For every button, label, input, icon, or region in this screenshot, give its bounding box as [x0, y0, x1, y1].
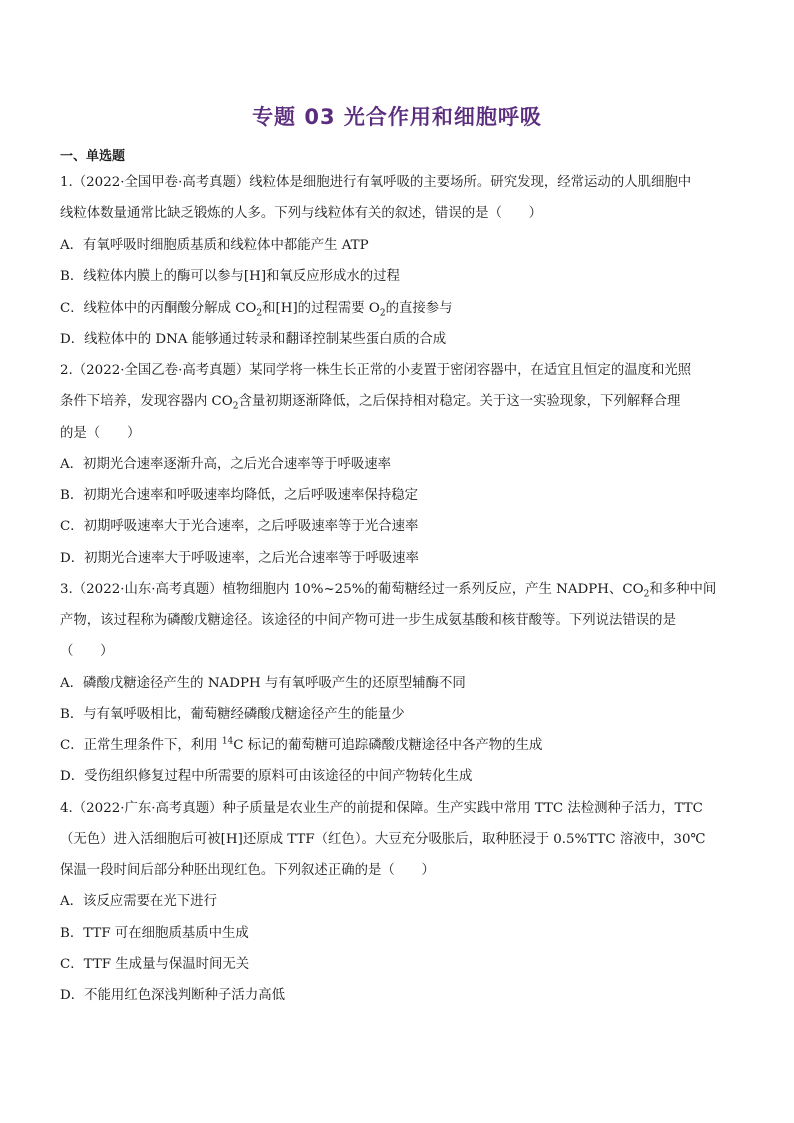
q1-option-b: B．线粒体内膜上的酶可以参与[H]和氧反应形成水的过程: [60, 269, 400, 284]
q2-stem-line2-part2: 含量初期逐渐降低，之后保持相对稳定。关于这一实验现象，下列解释合理: [238, 394, 681, 409]
q2-option-c: C．初期呼吸速率大于光合速率，之后呼吸速率等于光合速率: [60, 519, 419, 534]
q3-option-c-part1: C．正常生理条件下，利用: [60, 738, 222, 753]
q2-option-d: D．初期光合速率大于呼吸速率，之后光合速率等于呼吸速率: [60, 551, 419, 566]
q1-option-c-part2: 和[H]的过程需要 O: [262, 301, 380, 316]
q1-option-c-sub2: 2: [379, 308, 386, 319]
q3-option-c: [60, 737, 542, 755]
q3-stem-line3: （ ）: [60, 644, 114, 659]
q1-option-d: D．线粒体中的 DNA 能够通过转录和翻译控制某些蛋白质的合成: [60, 332, 447, 347]
q2-option-a: A．初期光合速率逐渐升高，之后光合速率等于呼吸速率: [60, 457, 392, 472]
q4-stem-line3: 保温一段时间后部分种胚出现红色。下列叙述正确的是（ ）: [60, 863, 435, 878]
q3-stem-line2: 产物，该过程称为磷酸戊糖途径。该途径的中间产物可进一步生成氨基酸和核苷酸等。下列说法错误的是: [60, 613, 676, 628]
q1-stem-line1: 1.（2022·全国甲卷·高考真题）线粒体是细胞进行有氧呼吸的主要场所。研究发现，经常运动的人肌细胞中: [60, 175, 692, 190]
q3-option-c-part2: C 标记的葡萄糖可追踪磷酸戊糖途径中各产物的生成: [233, 738, 543, 753]
q4-option-a: A．该反应需要在光下进行: [60, 894, 217, 909]
q2-stem-line2: [60, 393, 680, 411]
q1-option-c-part1: C．线粒体中的丙酮酸分解成 CO: [60, 301, 257, 316]
q1-option-c-part3: 的直接参与: [385, 301, 453, 316]
q4-option-b: B．TTF 可在细胞质基质中生成: [60, 926, 249, 941]
q2-stem-line3: 的是（ ）: [60, 426, 141, 441]
q4-option-d: D．不能用红色深浅判断种子活力高低: [60, 988, 285, 1003]
q3-option-d: D．受伤组织修复过程中所需要的原料可由该途径的中间产物转化生成: [60, 769, 473, 784]
q1-stem-line2: 线粒体数量通常比缺乏锻炼的人多。下列与线粒体有关的叙述，错误的是（ ）: [60, 206, 543, 221]
q1-option-a: A．有氧呼吸时细胞质基质和线粒体中都能产生 ATP: [60, 238, 369, 253]
q2-stem-line2-part1: 条件下培养，发现容器内 CO: [60, 394, 233, 409]
q2-option-b: B．初期光合速率和呼吸速率均降低，之后呼吸速率保持稳定: [60, 488, 418, 503]
page-title: 专题 03 光合作用和细胞呼吸: [252, 105, 542, 129]
q4-option-c: C．TTF 生成量与保温时间无关: [60, 957, 250, 972]
q1-option-c: [60, 300, 453, 318]
q2-stem-line1: 2.（2022·全国乙卷·高考真题）某同学将一株生长正常的小麦置于密闭容器中，在适宜且恒定的温度和光照: [60, 363, 692, 378]
q4-stem-line1: 4.（2022·广东·高考真题）种子质量是农业生产的前提和保障。生产实践中常用 TTC 法检测种子活力，TTC: [60, 801, 703, 816]
q3-stem-line1-part2: 和多种中间: [649, 582, 717, 597]
q3-stem-line1-part1: 3.（2022·山东·高考真题）植物细胞内 10%~25%的葡萄糖经过一系列反应，产生 NADPH、CO: [60, 582, 644, 597]
q3-stem-line1: [60, 581, 716, 599]
q3-option-c-sup: 14: [221, 736, 234, 747]
q1-option-c-sub1: 2: [256, 308, 263, 319]
q3-option-a: A．磷酸戊糖途径产生的 NADPH 与有氧呼吸产生的还原型辅酶不同: [60, 676, 466, 691]
section-heading: 一、单选题: [60, 149, 126, 164]
q2-stem-line2-sub: 2: [232, 401, 239, 412]
q3-stem-line1-sub: 2: [643, 589, 650, 600]
q3-option-b: B．与有氧呼吸相比，葡萄糖经磷酸戊糖途径产生的能量少: [60, 707, 405, 722]
q4-stem-line2: （无色）进入活细胞后可被[H]还原成 TTF（红色）。大豆充分吸胀后，取种胚浸于 0.5%TTC 溶液中，30℃: [60, 832, 706, 847]
